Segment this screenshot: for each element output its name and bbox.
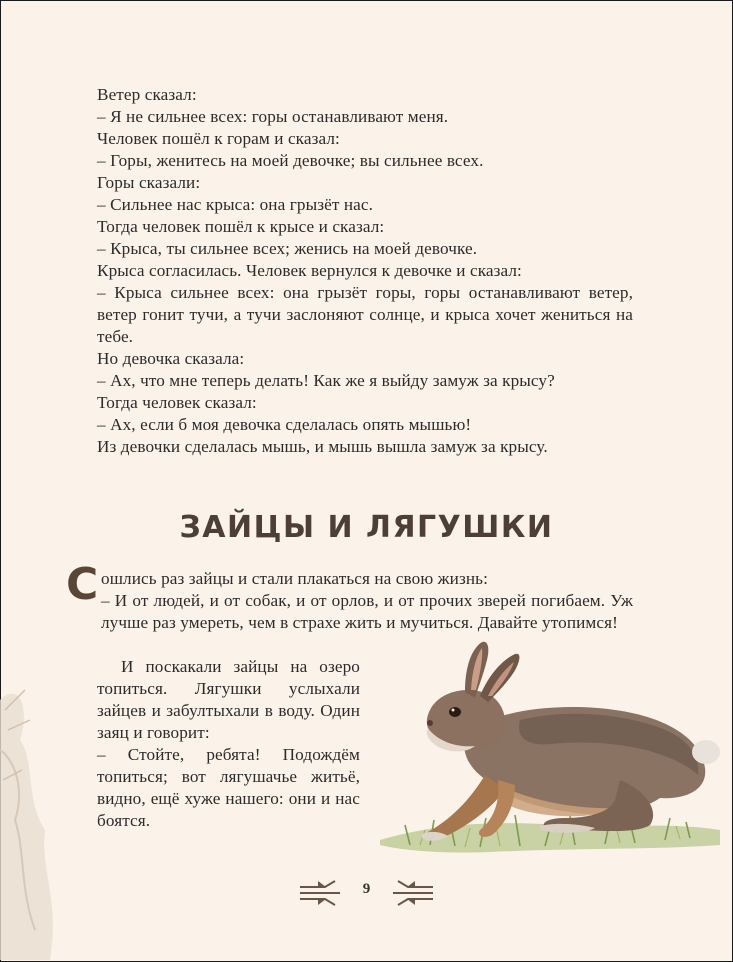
text-line: – Я не сильнее всех: горы останавливают меня. <box>97 107 449 126</box>
text-paragraph: И поскакали зайцы на озеро топиться. Лягушки услыхали зайцев и забултыхали в воду. Один заяц и говорит: <box>97 657 360 742</box>
page-number: 9 <box>362 881 371 897</box>
text-line: ошлись раз зайцы и стали плакаться на свою жизнь: <box>101 569 488 588</box>
text-line: – Ах, что мне теперь делать! Как же я выйду замуж за крысу? <box>97 371 555 390</box>
text-line: – Сильнее нас крыса: она грызёт нас. <box>97 195 373 214</box>
text-paragraph: – И от людей, и от собак, и от орлов, и от прочих зверей погибаем. Уж лучше раз умереть, чем в страхе жить и мучиться. Давайте утопимся! <box>101 591 633 632</box>
text-line: Из девочки сделалась мышь, и мышь вышла замуж за крысу. <box>97 437 548 456</box>
drop-cap: С <box>66 559 99 610</box>
text-line: Человек пошёл к горам и сказал: <box>97 129 340 148</box>
text-line: Крыса согласилась. Человек вернулся к девочке и сказал: <box>97 261 522 280</box>
text-line: – Крыса, ты сильнее всех; женись на моей девочке. <box>97 239 478 258</box>
text-paragraph: – Стойте, ребята! Подождём топиться; вот лягушачье житьё, видно, ещё хуже нашего: они и нас боятся. <box>97 745 360 830</box>
hare-illustration <box>370 640 730 875</box>
text-line: Тогда человек сказал: <box>97 393 257 412</box>
background-sketch <box>0 640 90 960</box>
story-title: ЗАЙЦЫ И ЛЯГУШКИ <box>179 510 554 545</box>
text-line: Но девочка сказала: <box>97 349 245 368</box>
text-line: – Ах, если б моя девочка сделалась опять мышью! <box>97 415 472 434</box>
text-line: Горы сказали: <box>97 173 201 192</box>
text-line: – Горы, женитесь на моей девочке; вы сильнее всех. <box>97 151 484 170</box>
text-line: Тогда человек пошёл к крысе и сказал: <box>97 217 385 236</box>
text-line: Ветер сказал: <box>97 85 197 104</box>
text-paragraph: – Крыса сильнее всех: она грызёт горы, горы останавливают ветер, ветер гонит тучи, а тучи заслоняют солнце, и крыса хочет жениться на тебе. <box>97 283 633 346</box>
